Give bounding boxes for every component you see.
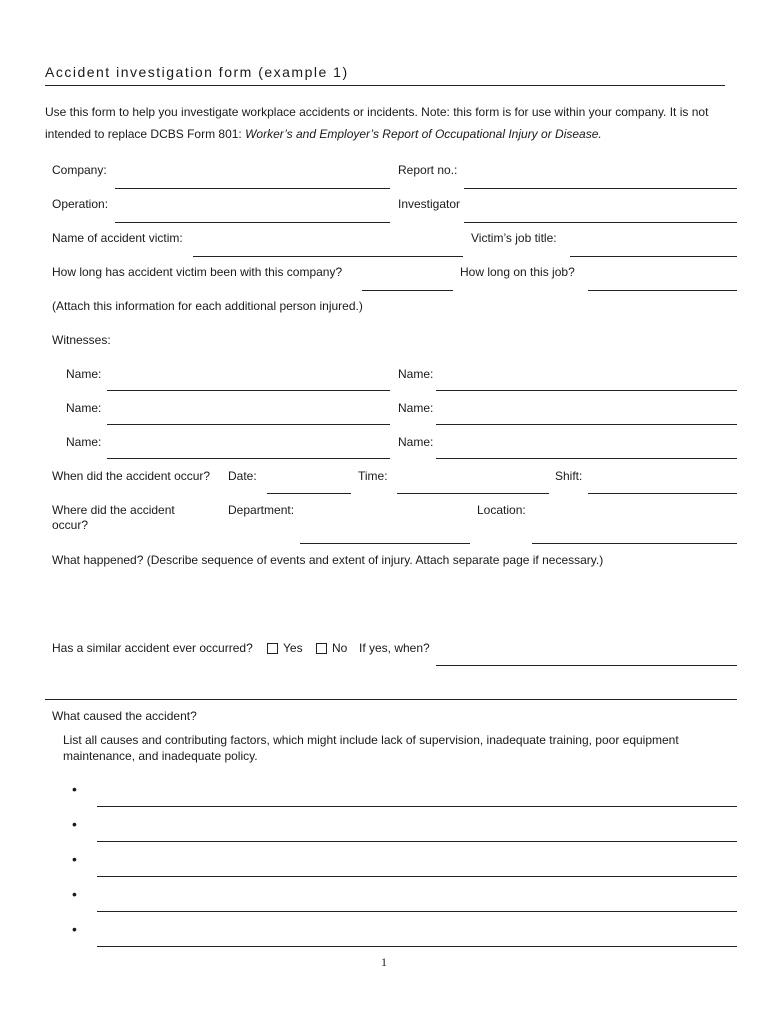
if-yes-when-field[interactable]: [436, 665, 737, 666]
time-label: Time:: [358, 469, 388, 483]
time-field[interactable]: [397, 493, 549, 494]
operation-label: Operation:: [52, 197, 109, 211]
list-causes-line1: List all causes and contributing factors, which might include lack of supervision, inadequate training, poor equipment: [63, 733, 679, 747]
intro-form-title: Worker’s and Employer’s Report of Occupational Injury or Disease.: [245, 127, 602, 141]
where-occur-label-line2: occur?: [52, 518, 89, 532]
list-causes-line2: maintenance, and inadequate policy.: [63, 749, 258, 763]
victim-name-label: Name of accident victim:: [52, 231, 183, 245]
operation-field[interactable]: [115, 222, 390, 223]
how-long-job-field[interactable]: [588, 290, 737, 291]
date-field[interactable]: [267, 493, 351, 494]
shift-field[interactable]: [588, 493, 737, 494]
witness-name-field-6[interactable]: [436, 458, 737, 459]
witness-name-field-3[interactable]: [107, 424, 390, 425]
how-long-company-field[interactable]: [362, 290, 453, 291]
yes-checkbox[interactable]: [267, 643, 278, 654]
location-field[interactable]: [532, 543, 737, 544]
no-checkbox[interactable]: [316, 643, 327, 654]
victim-job-title-label: Victim’s job title:: [471, 231, 557, 245]
report-no-label: Report no.:: [398, 163, 458, 177]
what-caused-label: What caused the accident?: [52, 709, 197, 723]
form-title: Accident investigation form (example 1): [45, 64, 349, 80]
intro-paragraph: [45, 101, 735, 145]
witness-name-label: Name:: [66, 435, 102, 449]
intro-text: Use this form to help you investigate workplace accidents or incidents. Note: this form is for use within your company. It is not intended to replace DCBS Form 801:: [45, 105, 709, 141]
date-label: Date:: [228, 469, 257, 483]
department-field[interactable]: [300, 543, 470, 544]
title-rule: [45, 85, 725, 86]
bullet-marker: •: [72, 921, 77, 937]
company-label: Company:: [52, 163, 107, 177]
witness-name-field-5[interactable]: [107, 458, 390, 459]
witness-name-label: Name:: [398, 401, 434, 415]
department-label: Department:: [228, 503, 295, 517]
if-yes-when-label: If yes, when?: [359, 641, 430, 655]
bullet-marker: •: [72, 851, 77, 867]
cause-field-2[interactable]: [97, 841, 737, 842]
similar-accident-label: Has a similar accident ever occurred?: [52, 641, 253, 655]
cause-field-3[interactable]: [97, 876, 737, 877]
victim-name-field[interactable]: [193, 256, 463, 257]
how-long-company-label: How long has accident victim been with this company?: [52, 265, 343, 279]
witness-name-label: Name:: [66, 401, 102, 415]
witnesses-label: Witnesses:: [52, 333, 111, 347]
witness-name-label: Name:: [66, 367, 102, 381]
bullet-marker: •: [72, 781, 77, 797]
witness-name-field-2[interactable]: [436, 390, 737, 391]
investigator-label: Investigator: [398, 197, 461, 211]
witness-name-field-1[interactable]: [107, 390, 390, 391]
company-field[interactable]: [115, 188, 390, 189]
cause-field-5[interactable]: [97, 946, 737, 947]
investigator-field[interactable]: [464, 222, 737, 223]
victim-job-title-field[interactable]: [570, 256, 737, 257]
location-label: Location:: [477, 503, 526, 517]
section-divider: [45, 699, 737, 700]
witness-name-field-4[interactable]: [436, 424, 737, 425]
how-long-job-label: How long on this job?: [460, 265, 575, 279]
bullet-marker: •: [72, 816, 77, 832]
what-happened-label: What happened? (Describe sequence of events and extent of injury. Attach separate page if necessary.): [52, 553, 604, 567]
yes-label: Yes: [283, 641, 303, 655]
witness-name-label: Name:: [398, 435, 434, 449]
where-occur-label-line1: Where did the accident: [52, 503, 175, 517]
page-number: 1: [381, 955, 387, 969]
witness-name-label: Name:: [398, 367, 434, 381]
report-no-field[interactable]: [464, 188, 737, 189]
when-occur-label: When did the accident occur?: [52, 469, 211, 483]
no-label: No: [332, 641, 348, 655]
shift-label: Shift:: [555, 469, 583, 483]
bullet-marker: •: [72, 886, 77, 902]
attach-note: (Attach this information for each additional person injured.): [52, 299, 363, 313]
cause-field-1[interactable]: [97, 806, 737, 807]
cause-field-4[interactable]: [97, 911, 737, 912]
